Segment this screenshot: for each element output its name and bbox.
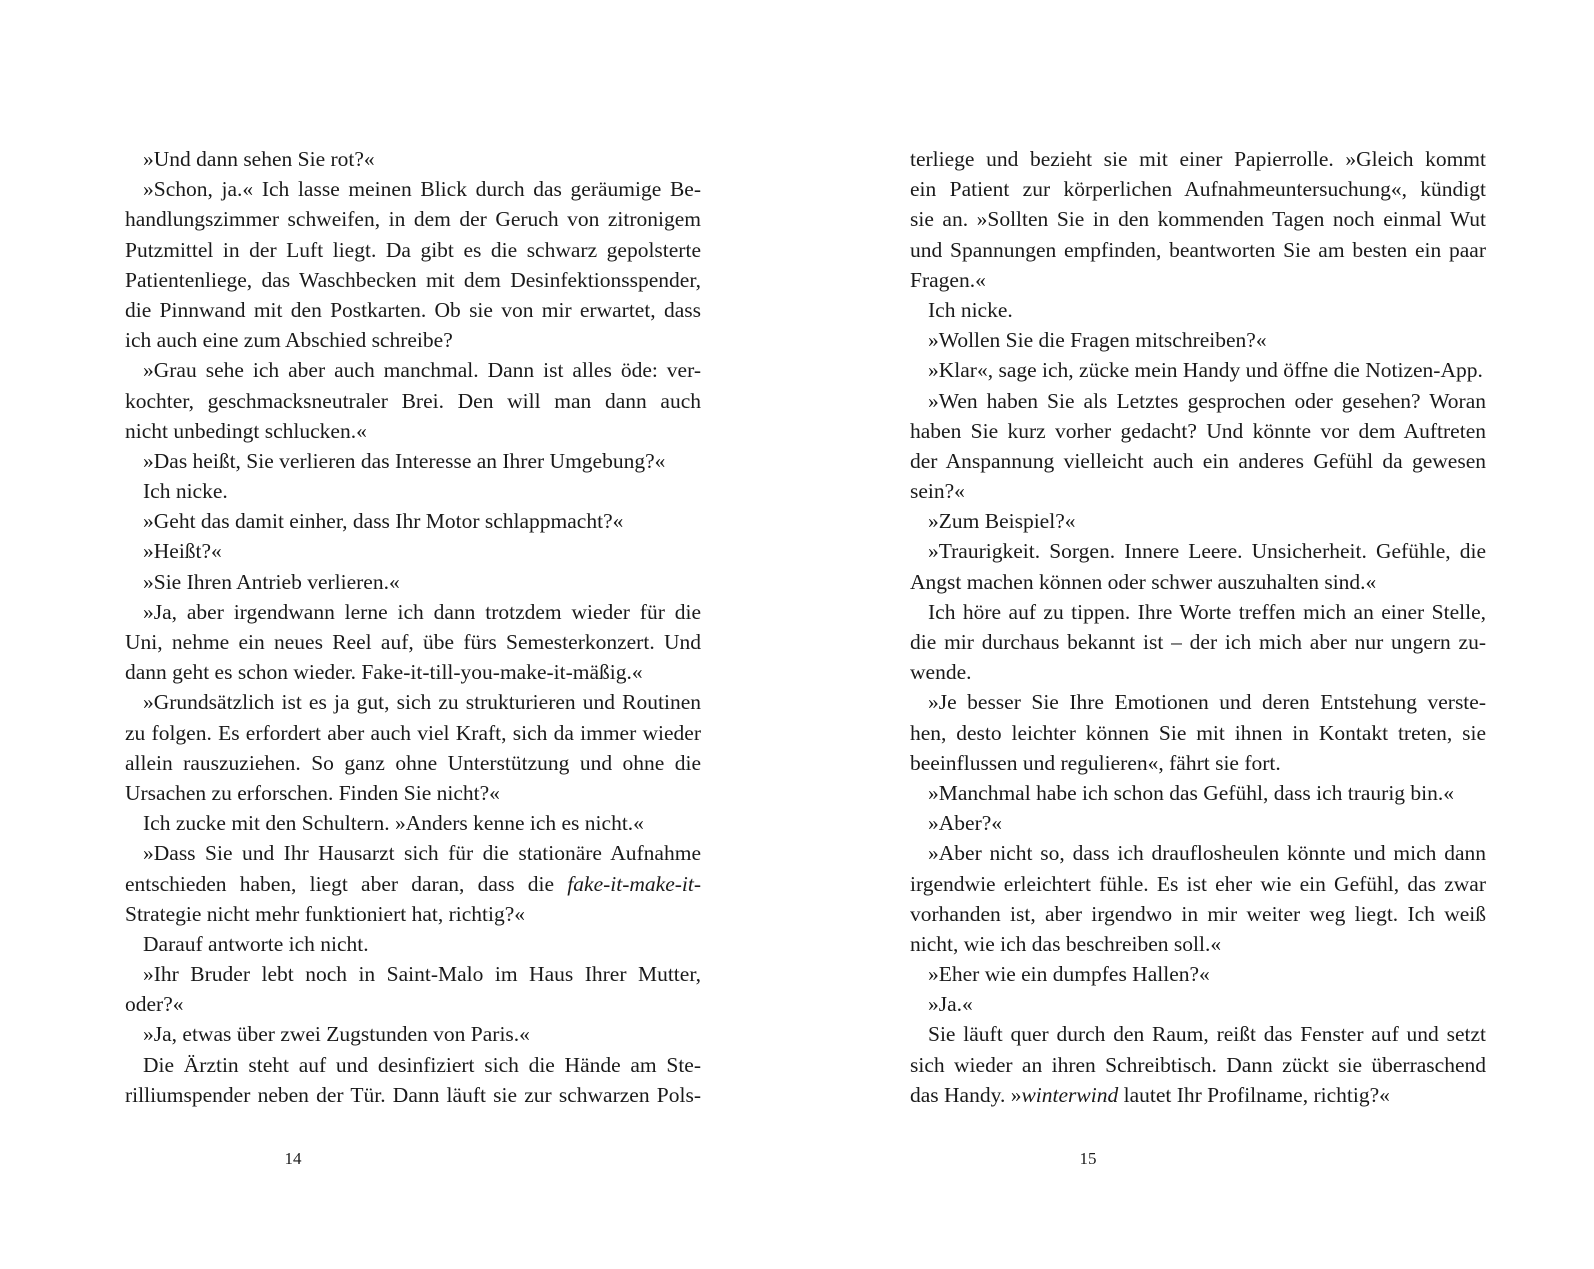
left-text-line: »Ja, aber irgendwann lerne ich dann trotzdem wieder für die — [143, 599, 701, 624]
right-text-line: nicht, wie ich das beschreiben soll.« — [910, 931, 1222, 956]
left-text-line: »Dass Sie und Ihr Hausarzt sich für die stationäre Aufnahme — [143, 841, 701, 866]
left-text-line: zu folgen. Es erfordert aber auch viel Kraft, sich da immer wieder — [125, 720, 701, 745]
right-text-line: »Aber nicht so, dass ich drauflosheulen könnte und mich dann — [928, 841, 1486, 866]
right-text-line: »Wen haben Sie als Letztes gesprochen oder gesehen? Woran — [928, 388, 1486, 413]
right-text-line: »Zum Beispiel?« — [928, 509, 1076, 534]
left-text-line: oder?« — [125, 992, 184, 1017]
right-page — [797, 0, 1594, 1269]
right-text-line: »Aber?« — [928, 811, 1003, 836]
left-text-line: »Ja, etwas über zwei Zugstunden von Paris.« — [143, 1022, 530, 1047]
right-text-line: das Handy. »winterwind lautet Ihr Profilname, richtig?« — [910, 1082, 1390, 1107]
left-text-line: »Grau sehe ich aber auch manchmal. Dann ist alles öde: ver- — [143, 358, 701, 383]
right-text-line: »Je besser Sie Ihre Emotionen und deren Entstehung verste- — [928, 690, 1486, 715]
left-text-line: dann geht es schon wieder. Fake-it-till-you-make-it-mäßig.« — [125, 660, 643, 685]
left-page-text — [125, 144, 701, 1110]
right-text-line: hen, desto leichter können Sie mit ihnen in Kontakt treten, sie — [910, 720, 1486, 745]
left-text-line: allein rauszuziehen. So ganz ohne Unterstützung und ohne die — [125, 750, 701, 775]
left-text-line: ich auch eine zum Abschied schreibe? — [125, 328, 453, 353]
left-text-line: Putzmittel in der Luft liegt. Da gibt es die schwarz gepolsterte — [125, 237, 701, 262]
left-text-line: »Das heißt, Sie verlieren das Interesse an Ihrer Umgebung?« — [143, 448, 666, 473]
left-text-line: entschieden haben, liegt aber daran, dass die fake-it-make-it- — [125, 871, 701, 896]
left-text-line: rilliumspender neben der Tür. Dann läuft sie zur schwarzen Pols- — [125, 1082, 701, 1107]
right-text-line: beeinflussen und regulieren«, fährt sie fort. — [910, 750, 1281, 775]
right-text-line: ein Patient zur körperlichen Aufnahmeuntersuchung«, kündigt — [910, 177, 1486, 202]
right-text-line: »Klar«, sage ich, zücke mein Handy und öffne die Notizen-App. — [928, 358, 1483, 383]
left-text-line: kochter, geschmacksneutraler Brei. Den will man dann auch — [125, 388, 701, 413]
left-text-line: Darauf antworte ich nicht. — [143, 931, 369, 956]
right-text-line: Fragen.« — [910, 267, 986, 292]
right-text-line: »Traurigkeit. Sorgen. Innere Leere. Unsicherheit. Gefühle, die — [928, 539, 1486, 564]
right-text-line: sich wieder an ihren Schreibtisch. Dann zückt sie überraschend — [910, 1052, 1486, 1077]
right-text-line: Angst machen können oder schwer auszuhalten sind.« — [910, 569, 1377, 594]
left-text-line: »Schon, ja.« Ich lasse meinen Blick durch das geräumige Be- — [143, 177, 701, 202]
left-text-line: Uni, nehme ein neues Reel auf, übe fürs Semesterkonzert. Und — [125, 630, 701, 654]
left-text-line: »Heißt?« — [143, 539, 222, 564]
right-text-line: vorhanden ist, aber irgendwo in mir weiter weg liegt. Ich weiß — [910, 901, 1486, 926]
left-text-line: die Pinnwand mit den Postkarten. Ob sie von mir erwartet, dass — [125, 297, 701, 322]
right-text-line: Ich höre auf zu tippen. Ihre Worte treffen mich an einer Stelle, — [928, 599, 1486, 624]
right-text-line: der Anspannung vielleicht auch ein anderes Gefühl da gewesen — [910, 448, 1486, 473]
right-text-line: »Manchmal habe ich schon das Gefühl, dass ich traurig bin.« — [928, 780, 1455, 805]
left-text-line: Ursachen zu erforschen. Finden Sie nicht?« — [125, 780, 500, 805]
right-text-line: Ich nicke. — [928, 297, 1013, 322]
right-text-line: irgendwie erleichtert fühle. Es ist eher wie ein Gefühl, das zwar — [910, 871, 1486, 896]
right-text-line: die mir durchaus bekannt ist – der ich mich aber nur ungern zu- — [910, 630, 1486, 654]
left-text-line: »Sie Ihren Antrieb verlieren.« — [143, 569, 400, 594]
right-text-line: haben Sie kurz vorher gedacht? Und könnte vor dem Auftreten — [910, 418, 1486, 443]
right-text-line: »Ja.« — [928, 992, 973, 1017]
left-text-line: Strategie nicht mehr funktioniert hat, richtig?« — [125, 901, 526, 926]
left-text-line: »Und dann sehen Sie rot?« — [143, 147, 375, 171]
left-text-line: »Ihr Bruder lebt noch in Saint-Malo im Haus Ihrer Mutter, — [143, 962, 701, 987]
right-text-line: terliege und bezieht sie mit einer Papierrolle. »Gleich kommt — [910, 147, 1486, 171]
left-text-line: »Grundsätzlich ist es ja gut, sich zu strukturieren und Routinen — [143, 690, 701, 715]
right-text-line: Sie läuft quer durch den Raum, reißt das Fenster auf und setzt — [928, 1022, 1486, 1047]
left-text-line: Ich nicke. — [143, 479, 228, 504]
page-number-right: 15 — [1079, 1149, 1097, 1168]
left-text-line: Patientenliege, das Waschbecken mit dem Desinfektionsspender, — [125, 267, 701, 292]
right-text-line: »Wollen Sie die Fragen mitschreiben?« — [928, 328, 1267, 353]
right-page-text — [910, 144, 1486, 1110]
right-text-line: sein?« — [910, 479, 965, 504]
left-text-line: »Geht das damit einher, dass Ihr Motor schlappmacht?« — [143, 509, 624, 534]
right-text-line: wende. — [910, 660, 972, 685]
left-text-line: nicht unbedingt schlucken.« — [125, 418, 367, 443]
left-text-line: Die Ärztin steht auf und desinfiziert sich die Hände am Ste- — [143, 1052, 701, 1077]
right-text-line: und Spannungen empfinden, beantworten Sie am besten ein paar — [910, 237, 1486, 262]
left-text-line: Ich zucke mit den Schultern. »Anders kenne ich es nicht.« — [143, 811, 644, 836]
right-text-line: sie an. »Sollten Sie in den kommenden Tagen noch einmal Wut — [910, 207, 1486, 232]
right-text-line: »Eher wie ein dumpfes Hallen?« — [928, 962, 1210, 987]
left-text-line: handlungszimmer schweifen, in dem der Geruch von zitronigem — [125, 207, 701, 232]
page-number-left: 14 — [284, 1149, 302, 1168]
